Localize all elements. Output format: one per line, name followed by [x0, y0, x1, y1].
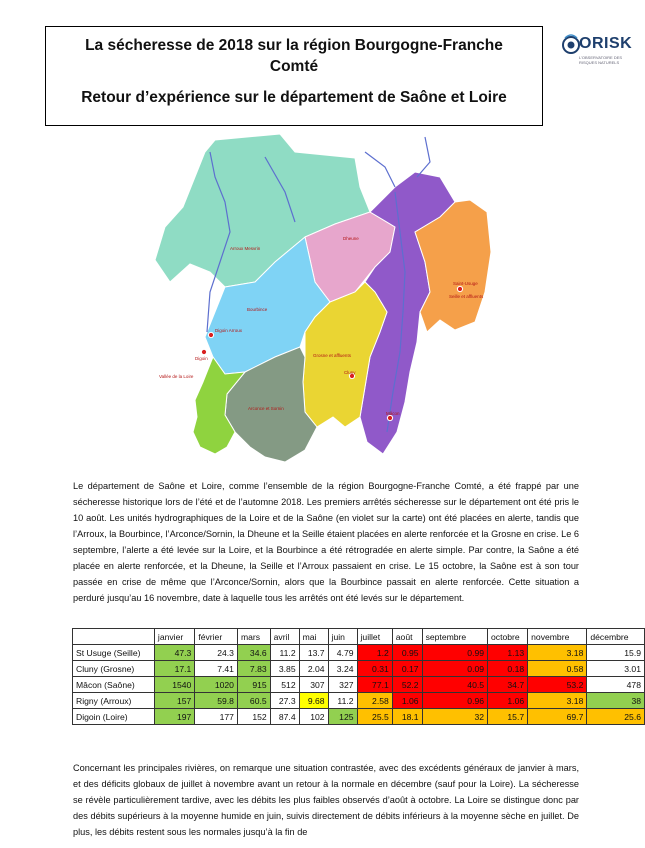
rivers-paragraph: Concernant les principales rivières, on remarque une situation contrastée, avec des excédents généraux de janvier à mars, et des déficits globaux de juillet à novembre avant un retour à la normale en décembre (sauf pour la Loire). La sécheresse se révèle particulièrement tardive, avec les débits les plus faibles observés d’août à octobre. La Loire se distingue donc par des débits supérieurs à la moyenne humide en juin, suivis directement de débits inférieurs à la moyenne sèche en juillet. De plus, les débits restent sous les normales jusqu’à la fin de: [73, 763, 579, 837]
table-row: [73, 661, 645, 677]
document-title: [46, 35, 542, 77]
month-header: juillet: [357, 629, 392, 645]
flow-value-cell: 2.58: [357, 693, 392, 709]
map-label: Mâcon: [386, 411, 400, 416]
flow-value-cell: 53.2: [528, 677, 587, 693]
flow-value-cell: 4.79: [328, 645, 357, 661]
title-line-1: La sécheresse de 2018 sur la région Bourgogne-Franche: [85, 37, 503, 54]
document-subtitle: Retour d’expérience sur le département de Saône et Loire: [81, 89, 507, 106]
flow-value-cell: 125: [328, 709, 357, 725]
flow-value-cell: 1.06: [488, 693, 528, 709]
river-line: [365, 152, 395, 187]
map-label: Dheune: [343, 236, 359, 241]
flow-value-cell: 2.04: [299, 661, 328, 677]
flow-value-cell: 38: [587, 693, 645, 709]
flow-value-cell: 3.24: [328, 661, 357, 677]
flow-value-cell: 24.3: [195, 645, 238, 661]
flow-value-cell: 0.58: [528, 661, 587, 677]
flow-value-cell: 17.1: [154, 661, 194, 677]
month-header: août: [392, 629, 422, 645]
flow-value-cell: 0.09: [422, 661, 487, 677]
city-marker: [201, 349, 206, 354]
flow-value-cell: 0.95: [392, 645, 422, 661]
month-header: octobre: [488, 629, 528, 645]
flow-value-cell: 197: [154, 709, 194, 725]
month-header: mai: [299, 629, 328, 645]
flow-table: [72, 628, 645, 725]
city-marker: [457, 286, 462, 291]
flow-value-cell: 25.5: [357, 709, 392, 725]
map-label: Digoin Arroux: [215, 328, 243, 333]
month-header: mars: [237, 629, 270, 645]
table-row: [73, 677, 645, 693]
flow-value-cell: 0.99: [422, 645, 487, 661]
flow-value-cell: 152: [237, 709, 270, 725]
flow-value-cell: 512: [270, 677, 299, 693]
river-line: [417, 137, 430, 177]
title-line-1b: Comté: [269, 58, 319, 75]
month-header: novembre: [528, 629, 587, 645]
flow-value-cell: 18.1: [392, 709, 422, 725]
intro-paragraph: Le département de Saône et Loire, comme l’ensemble de la région Bourgogne-Franche Comté, a été frappé par une sécheresse historique lors de l’été et de l’automne 2018. Les premiers arrêtés sécheresse sur le département ont été pris le 10 août. Les unités hydrographiques de la Loire et de la Saône (en violet sur la carte) ont été placées en alerte, tandis que l’Arroux, la Bourbince, l’Arconce/Sornin, la Dheune et la Seille étaient placées en alerte renforcée et la Grosne en crise. Le 6 septembre, l’alerte a été levée sur la Loire, et la Bourbince a été rétrogradée en alerte simple. Par contre, la Saône a été placée en alerte renforcée, et la Dheune, la Seille et l’Arroux passaient en crise. Le 15 octobre, la Saône est à son tour passée en crise de même que l’Arconce/Sornin, alors que la Bourbince passait en alerte renforcée. Cette situation a perduré jusqu’au 16 novembre, date à laquelle tous les arrêtés ont été levés sur le département.: [73, 481, 579, 603]
map-label: Saint-Usuge: [453, 281, 478, 286]
flow-value-cell: 77.1: [357, 677, 392, 693]
flow-value-cell: 478: [587, 677, 645, 693]
month-header: avril: [270, 629, 299, 645]
flow-value-cell: 27.3: [270, 693, 299, 709]
logo-tagline: L’OBSERVATOIRE DES RISQUES NATURELS: [579, 55, 623, 65]
flow-value-cell: 47.3: [154, 645, 194, 661]
month-header: février: [195, 629, 238, 645]
flow-value-cell: 34.6: [237, 645, 270, 661]
logo-wordmark: ORISK: [579, 35, 633, 52]
flow-value-cell: 59.8: [195, 693, 238, 709]
map-label: Cluny: [344, 370, 356, 375]
flow-value-cell: 307: [299, 677, 328, 693]
flow-value-cell: 0.18: [488, 661, 528, 677]
flow-value-cell: 915: [237, 677, 270, 693]
flow-value-cell: 7.83: [237, 661, 270, 677]
station-name: Digoin (Loire): [73, 709, 155, 725]
flow-value-cell: 3.01: [587, 661, 645, 677]
map-label: Seille et affluents: [449, 294, 484, 299]
logo-eye-icon: [562, 34, 580, 56]
map-label: Vallée de la Loire: [159, 374, 194, 379]
table-corner-cell: [73, 629, 155, 645]
flow-value-cell: 1.06: [392, 693, 422, 709]
flow-value-cell: 40.5: [422, 677, 487, 693]
flow-value-cell: 25.6: [587, 709, 645, 725]
flow-value-cell: 3.18: [528, 645, 587, 661]
month-header: janvier: [154, 629, 194, 645]
month-header: septembre: [422, 629, 487, 645]
month-header: juin: [328, 629, 357, 645]
flow-value-cell: 60.5: [237, 693, 270, 709]
flow-value-cell: 1.13: [488, 645, 528, 661]
flow-value-cell: 0.31: [357, 661, 392, 677]
map-label: Arconce et Sornin: [248, 406, 284, 411]
map-label: Digoin: [195, 356, 208, 361]
flow-value-cell: 34.7: [488, 677, 528, 693]
city-marker: [208, 332, 213, 337]
flow-value-cell: 0.96: [422, 693, 487, 709]
station-name: Cluny (Grosne): [73, 661, 155, 677]
table-row: [73, 709, 645, 725]
flow-value-cell: 9.68: [299, 693, 328, 709]
flow-value-cell: 15.9: [587, 645, 645, 661]
flow-value-cell: 177: [195, 709, 238, 725]
station-name: Mâcon (Saône): [73, 677, 155, 693]
flow-value-cell: 0.17: [392, 661, 422, 677]
flow-value-cell: 3.85: [270, 661, 299, 677]
month-header: décembre: [587, 629, 645, 645]
station-name: St Usuge (Seille): [73, 645, 155, 661]
flow-value-cell: 15.7: [488, 709, 528, 725]
orisk-logo: [562, 34, 632, 70]
flow-value-cell: 327: [328, 677, 357, 693]
station-name: Rigny (Arroux): [73, 693, 155, 709]
flow-value-cell: 3.18: [528, 693, 587, 709]
flow-value-cell: 52.2: [392, 677, 422, 693]
flow-value-cell: 69.7: [528, 709, 587, 725]
flow-value-cell: 157: [154, 693, 194, 709]
map-label: Bourbince: [247, 307, 268, 312]
map-label: Grosne et affluents: [313, 353, 351, 358]
flow-value-cell: 87.4: [270, 709, 299, 725]
flow-value-cell: 11.2: [328, 693, 357, 709]
city-marker: [387, 415, 392, 420]
flow-value-cell: 11.2: [270, 645, 299, 661]
flow-value-cell: 1020: [195, 677, 238, 693]
flow-value-cell: 1.2: [357, 645, 392, 661]
table-header-row: [73, 629, 645, 645]
title-box: [45, 26, 543, 126]
flow-value-cell: 102: [299, 709, 328, 725]
flow-value-cell: 32: [422, 709, 487, 725]
flow-value-cell: 1540: [154, 677, 194, 693]
flow-value-cell: 13.7: [299, 645, 328, 661]
table-row: [73, 693, 645, 709]
hydrographic-map: [155, 132, 491, 467]
flow-value-cell: 7.41: [195, 661, 238, 677]
table-row: [73, 645, 645, 661]
map-label: Arroux Mesvrin: [230, 246, 261, 251]
